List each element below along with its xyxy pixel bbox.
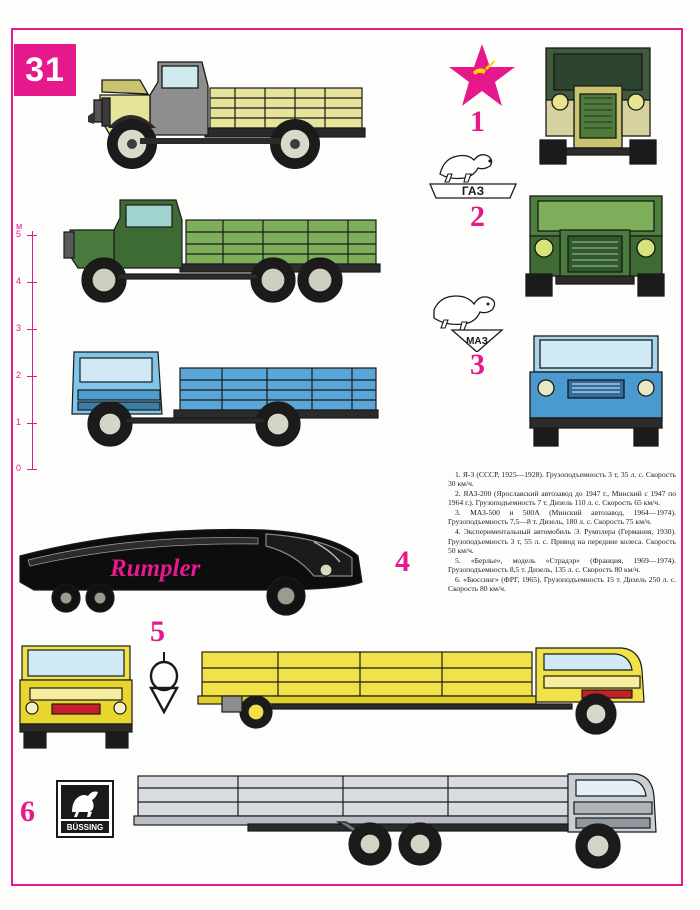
- red-star-emblem: [447, 42, 517, 110]
- scale-tick-5: 5: [16, 229, 22, 239]
- maz-500-truck-side-view: [62, 338, 382, 458]
- numeral-5: 5: [150, 615, 165, 648]
- scale-tick-3: 3: [16, 323, 22, 333]
- caption-6: 6. «Бюссинг» (ФРГ, 1965). Грузоподъемность 15 т. Дизель 250 л. с. Скорость 80 км/ч.: [448, 574, 676, 594]
- bussing-lion-emblem: [56, 780, 114, 838]
- scale-tick-2: 2: [16, 370, 22, 380]
- numeral-1: 1: [470, 105, 485, 138]
- caption-1: 1. Я-3 (СССР, 1925—1928). Грузоподъемность 3 т, 35 л. с. Скорость 30 км/ч.: [448, 470, 676, 489]
- maz-emblem-text: МАЗ: [466, 336, 488, 347]
- caption-5: 5. «Берлье», модель «Страдэр» (Франция, 1969—1974). Грузоподъемность 8,5 т. Дизель, 135 л. с. Скорость 80 км/ч.: [448, 555, 676, 574]
- numeral-6: 6: [20, 795, 35, 828]
- ya-3-truck-front-view: [528, 40, 668, 175]
- scale-axis: [32, 231, 33, 469]
- bussing-truck-side-view: [128, 762, 658, 887]
- maz-bison-emblem: [418, 282, 528, 352]
- rumpler-experimental-truck-side-view: [14, 520, 374, 620]
- caption-4: 4. Экспериментальный автомобиль Э. Румплера (Германия, 1930). Грузоподъемность 3 т, 55 л. с. Привод на передние колеса. Скорость 50 км/ч.: [448, 527, 676, 555]
- ya-3-truck-side-view: [80, 40, 370, 185]
- berliet-emblem: [142, 648, 186, 716]
- caption-2: 2. ЯАЗ-200 (Ярославский автозавод до 1947 г., Минский с 1947 по 1964 г.). Грузоподъемность 7 т. Дизель 110 л. с. Скорость 65 км/ч.: [448, 489, 676, 508]
- berliet-stradair-front-view: [14, 640, 140, 750]
- gaz-bear-emblem: [418, 140, 528, 202]
- numeral-2: 2: [470, 200, 485, 233]
- berliet-stradair-side-view: [192, 640, 652, 750]
- page-number-badge: 31: [14, 44, 76, 96]
- gaz-emblem-text: ГАЗ: [461, 184, 485, 198]
- maz-500-truck-front-view: [520, 332, 670, 452]
- scale-tick-4: 4: [16, 276, 22, 286]
- scale-tick-0: 0: [16, 463, 22, 473]
- numeral-3: 3: [470, 348, 485, 381]
- rumpler-wordmark: Rumpler: [110, 555, 201, 582]
- captions-block: [448, 470, 676, 594]
- metric-scale: [16, 221, 50, 480]
- scale-unit-label: м: [16, 221, 23, 231]
- yaaz-200-truck-front-view: [520, 190, 670, 306]
- scale-tick-1: 1: [16, 417, 22, 427]
- yaaz-200-truck-side-view: [58, 196, 388, 314]
- bussing-emblem-text: BÜSSING: [66, 823, 104, 832]
- numeral-4: 4: [395, 545, 410, 578]
- caption-3: 3. МАЗ-500 и 500А (Минский автозавод, 1964—1974). Грузоподъемность 7,5—8 т. Дизель, 180 л. с. Скорость 75 км/ч.: [448, 508, 676, 527]
